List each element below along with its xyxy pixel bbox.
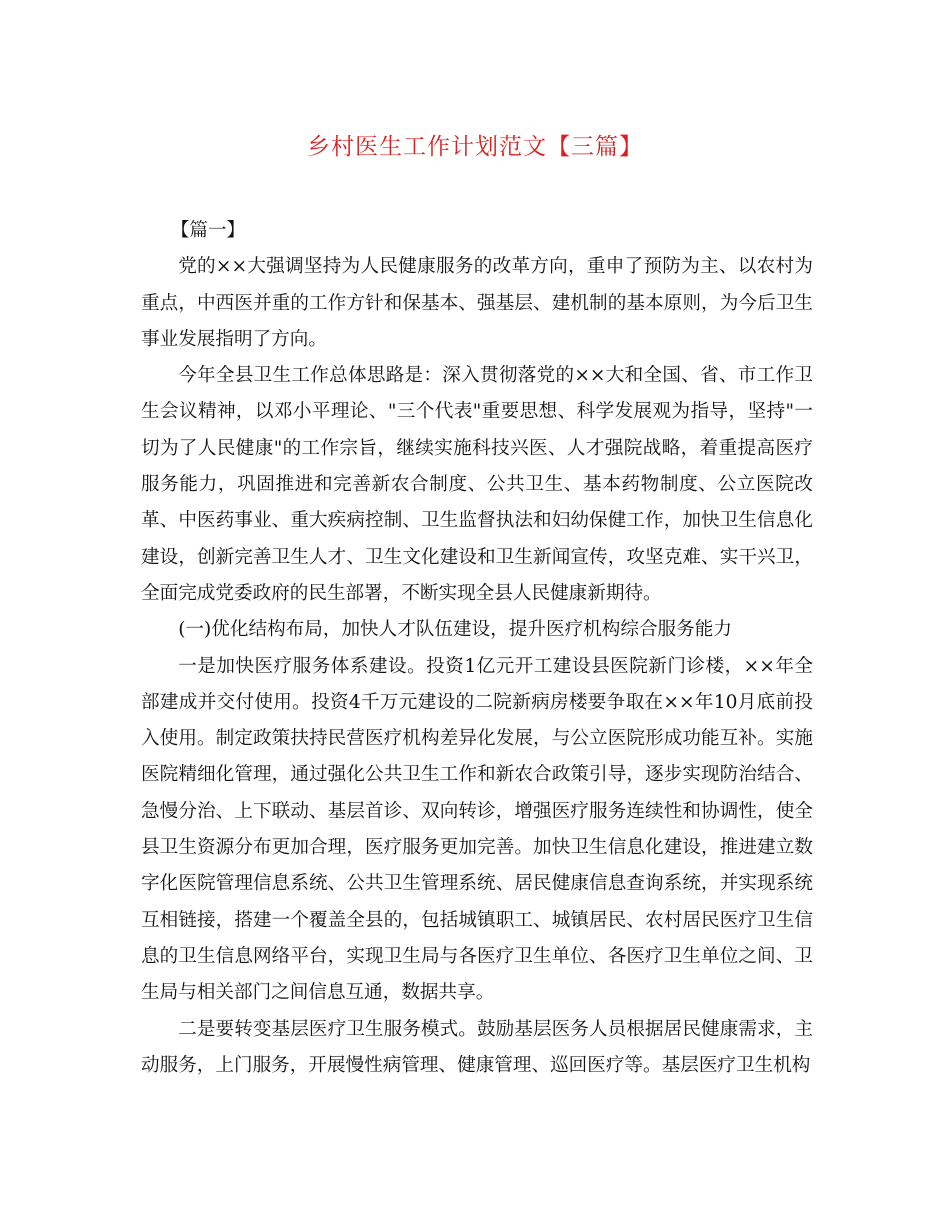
paragraph: 党的××大强调坚持为人民健康服务的改革方向，重申了预防为主、以农村为重点，中西医并重的工作方针和保基本、强基层、建机制的基本原则，为今后卫生事业发展指明了方向。 xyxy=(141,256,813,350)
paragraph: 二是要转变基层医疗卫生服务模式。鼓励基层医务人员根据居民健康需求，主动服务，上门服务，开展慢性病管理、健康管理、巡回医疗等。基层医疗卫生机构 xyxy=(141,1018,813,1076)
subsection-heading: (一)优化结构布局，加快人才队伍建设，提升医疗机构综合服务能力 xyxy=(178,619,732,641)
document-title: 乡村医生工作计划范文【三篇】 xyxy=(307,134,643,160)
section-heading: 【篇一】 xyxy=(170,220,246,241)
paragraph: 今年全县卫生工作总体思路是：深入贯彻落党的××大和全国、省、市工作卫生会议精神，以邓小平理论、"三个代表"重要思想、科学发展观为指导，坚持"一切为了人民健康"的工作宗旨，继续实施科技兴医、人才强院战略，着重提高医疗服务能力，巩固推进和完善新农合制度、公共卫生、基本药物制度、公立医院改革、中医药事业、重大疾病控制、卫生监督执法和妇幼保健工作，加快卫生信息化建设，创新完善卫生人才、卫生文化建设和卫生新闻宣传，攻坚克难、实干兴卫，全面完成党委政府的民生部署，不断实现全县人民健康新期待。 xyxy=(141,365,813,604)
document-body xyxy=(141,213,813,1084)
paragraph: 一是加快医疗服务体系建设。投资1亿元开工建设县医院新门诊楼，××年全部建成并交付使用。投资4千万元建设的二院新病房楼要争取在××年10月底前投入使用。制定政策扶持民营医疗机构差异化发展，与公立医院形成功能互补。实施医院精细化管理，通过强化公共卫生工作和新农合政策引导，逐步实现防治结合、急慢分治、上下联动、基层首诊、双向转诊，增强医疗服务连续性和协调性，使全县卫生资源分布更加合理，医疗服务更加完善。加快卫生信息化建设，推进建立数字化医院管理信息系统、公共卫生管理系统、居民健康信息查询系统，并实现系统互相链接，搭建一个覆盖全县的，包括城镇职工、城镇居民、农村居民医疗卫生信息的卫生信息网络平台，实现卫生局与各医疗卫生单位、各医疗卫生单位之间、卫生局与相关部门之间信息互通，数据共享。 xyxy=(141,655,813,1004)
